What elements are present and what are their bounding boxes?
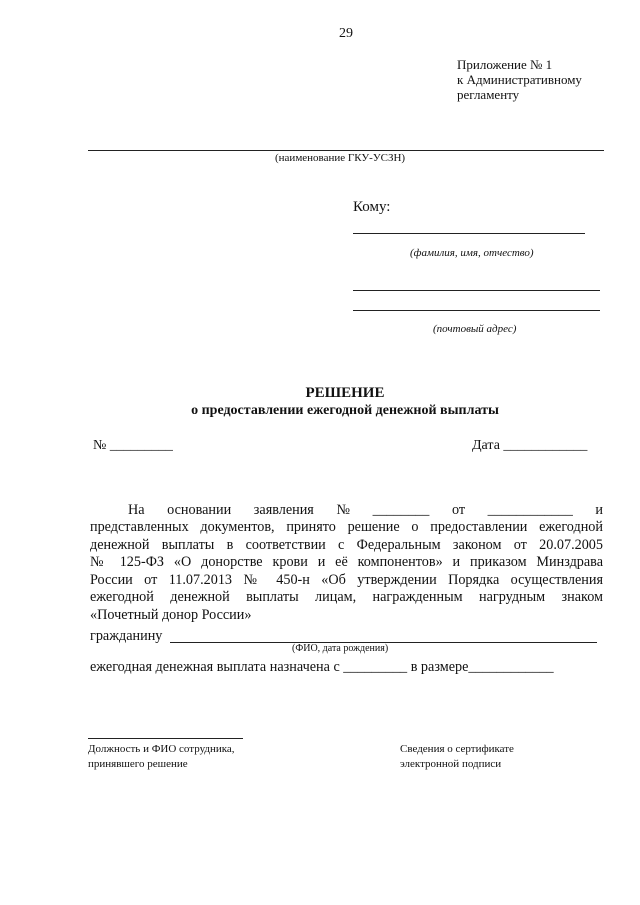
date-label: Дата [472,438,500,453]
address-line-2 [353,310,600,311]
body-line-4: № 125-ФЗ «О донорстве крови и её компонентов» и приказом Минздрава [90,554,603,571]
appendix-line-1: Приложение № 1 [457,57,553,72]
payment-amount-blank: ____________ [468,659,554,675]
to-label: Кому: [353,199,391,215]
body-line-3: денежной выплаты в соответствии с Федеральным законом от 20.07.2005 [90,536,603,553]
application-number-blank: ________ [372,502,430,518]
decision-date [472,438,587,454]
application-date-blank: ____________ [487,502,573,518]
decision-subtitle: о предоставлении ежегодной денежной выплаты [191,403,499,418]
decision-number [93,438,173,454]
decision-title: РЕШЕНИЕ [305,385,385,401]
body-line-2: представленных документов, принято решение о предоставлении ежегодной [90,519,603,535]
signature-caption-2: принявшего решение [88,758,188,770]
number-label: № [93,438,107,453]
body-word: и [595,502,603,518]
citizen-caption: (ФИО, дата рождения) [292,643,389,654]
body-line-7: «Почетный донор России» [90,606,252,623]
body-word: № [336,502,350,518]
address-line-1 [353,290,600,291]
payment-text-amount: в размере [410,659,469,675]
payment-text-start: ежегодная денежная выплата назначена с [90,659,340,675]
certificate-caption-2: электронной подписи [400,758,502,770]
signature-caption-1: Должность и ФИО сотрудника, [88,743,235,755]
appendix-line-3: регламенту [457,87,520,102]
recipient-name-caption: (фамилия, имя, отчество) [410,247,534,259]
org-name-line [88,150,604,151]
number-blank: _________ [109,438,173,453]
citizen-label: гражданину [90,628,163,644]
payment-line [90,659,554,676]
body-word: На [128,502,145,518]
page-number: 29 [339,26,353,41]
signature-line [88,738,243,739]
body-line-1 [128,502,603,519]
payment-date-blank: _________ [343,659,408,675]
body-line-6: ежегодной денежной выплаты лицам, награжденным нагрудным знаком [90,589,603,606]
body-word: от [451,502,466,518]
body-word: основании [167,502,232,518]
body-word: заявления [253,502,314,518]
appendix-line-2: к Административному [457,72,582,87]
certificate-caption-1: Сведения о сертификате [400,743,514,755]
date-blank: ____________ [503,438,588,453]
org-name-caption: (наименование ГКУ-УСЗН) [275,152,406,164]
body-line-5: России от 11.07.2013 № 450-н «Об утверждении Порядка осуществления [90,571,603,588]
recipient-name-line [353,233,585,234]
body-paragraph [90,519,603,625]
address-caption: (почтовый адрес) [433,323,517,335]
